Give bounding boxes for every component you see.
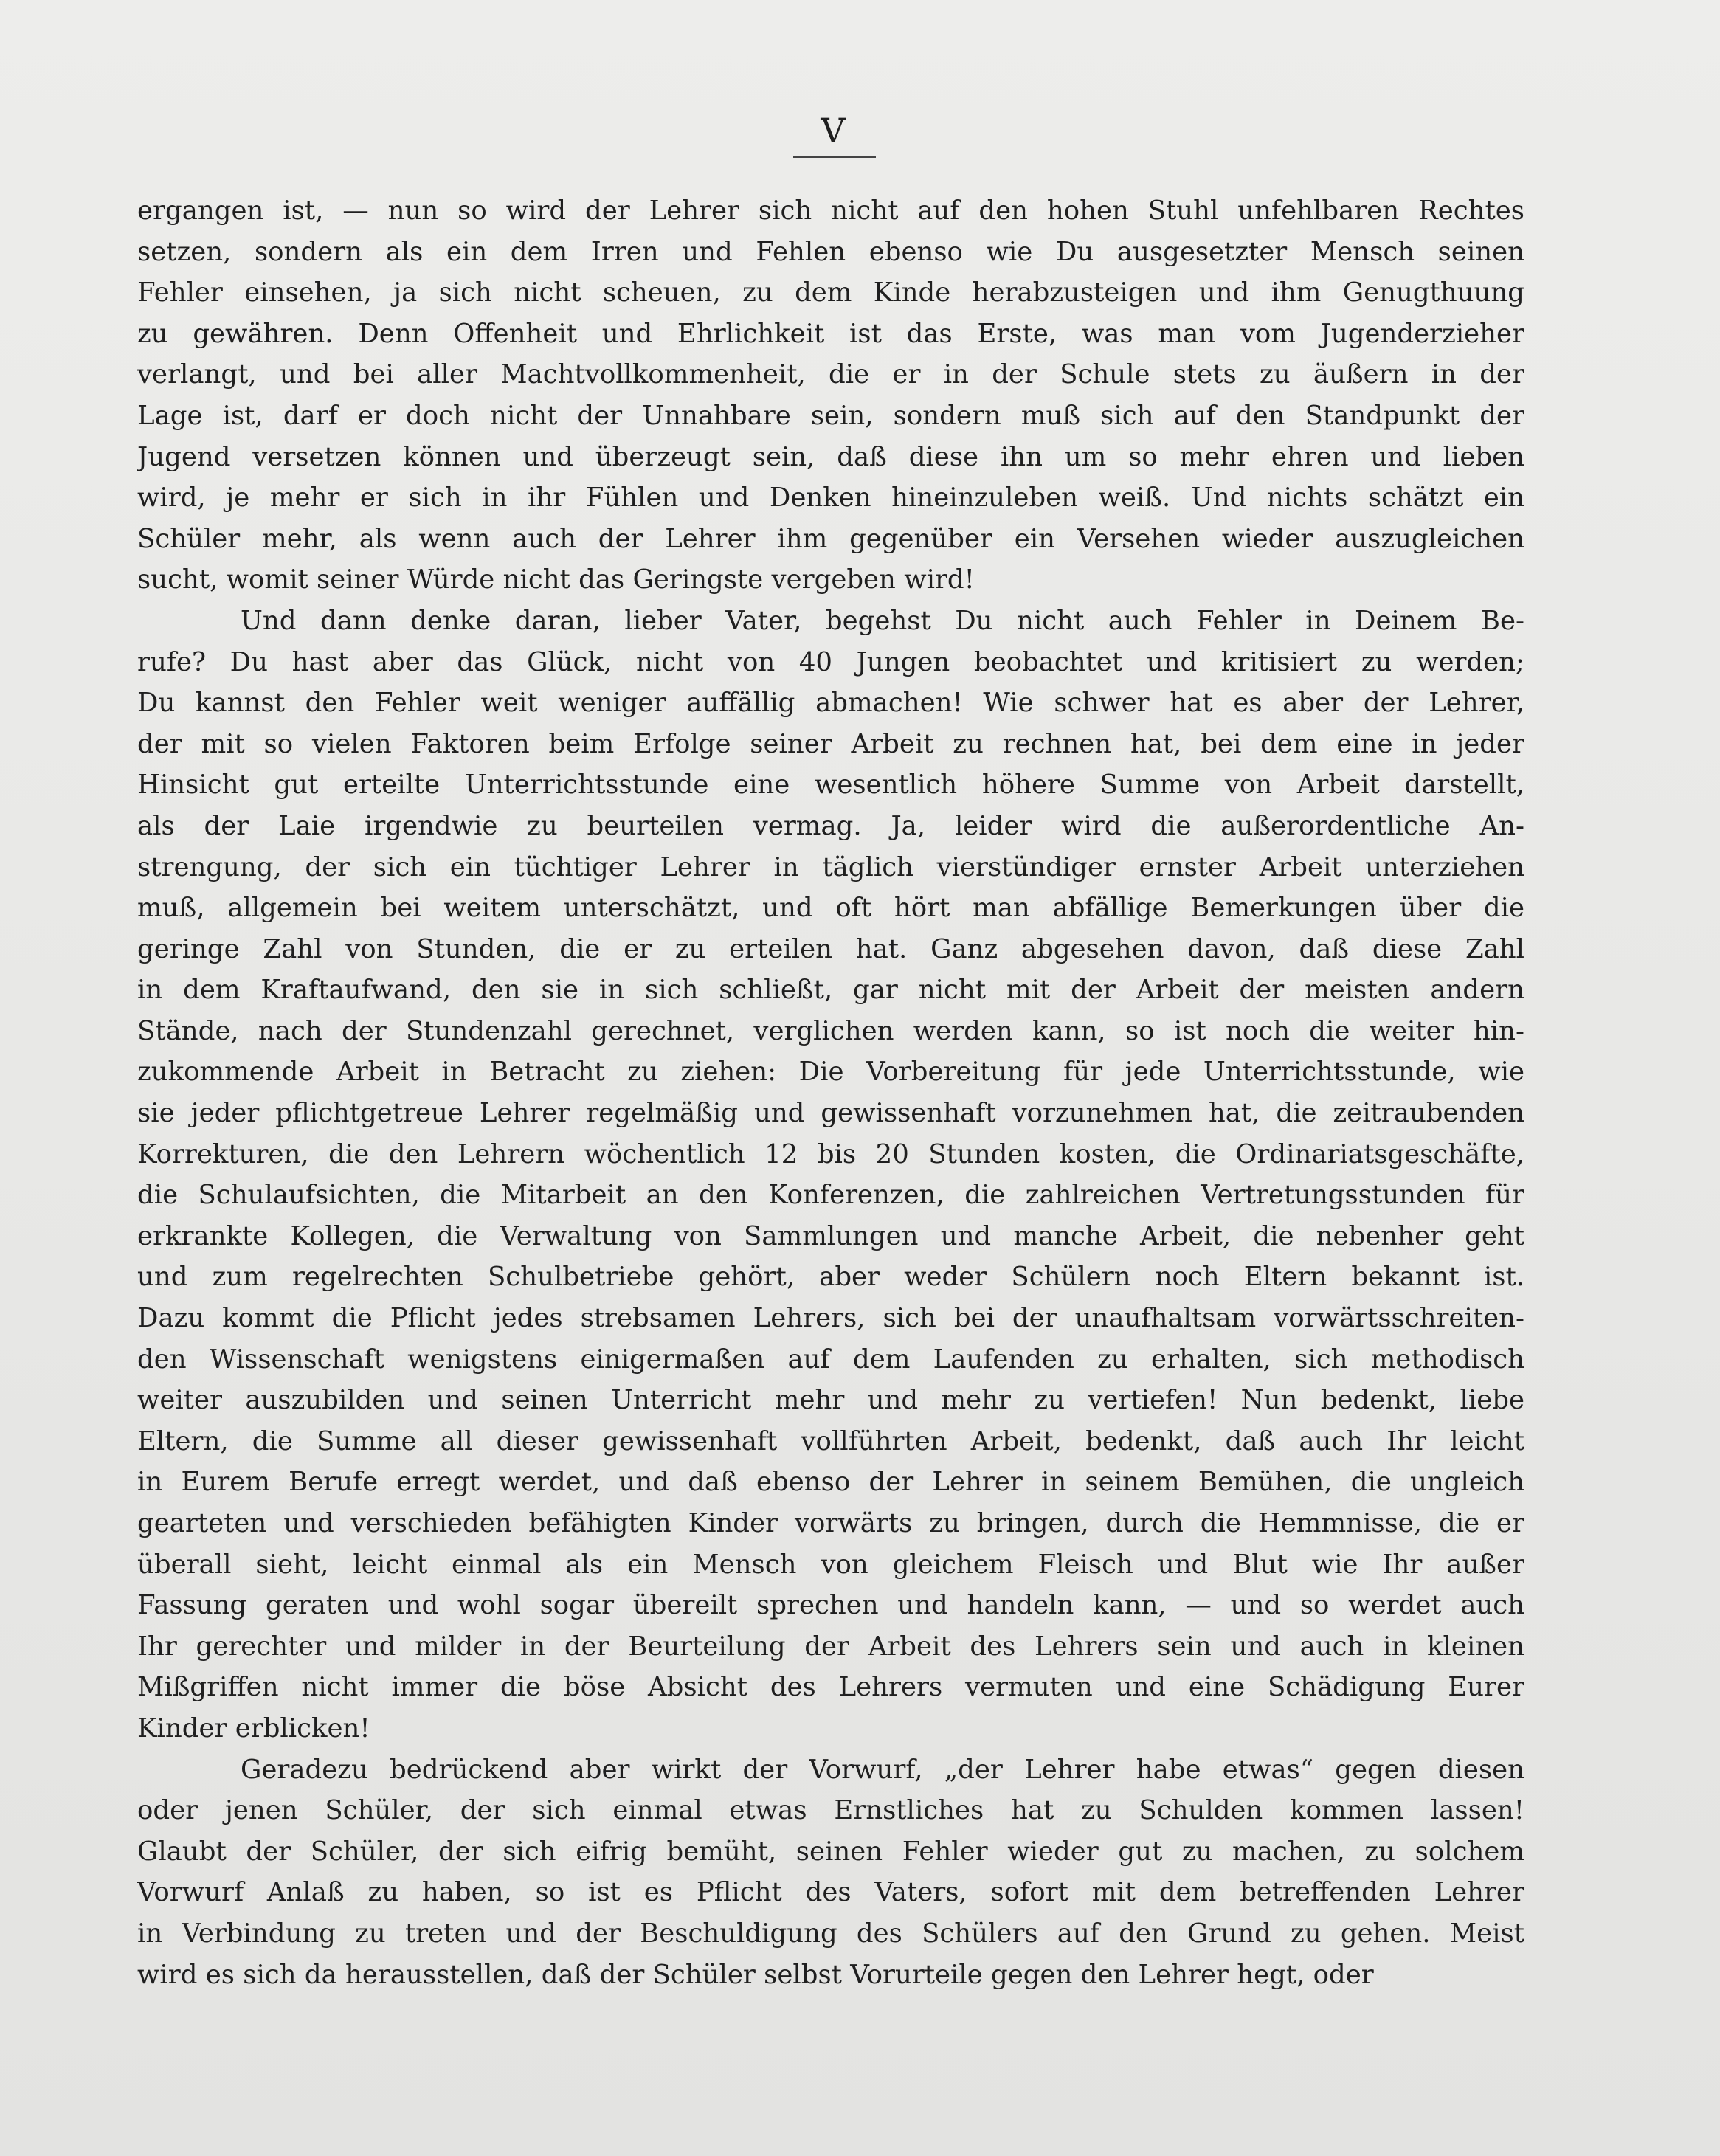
text-line: sie jeder pflichtgetreue Lehrer regelmäßig und gewissenhaft vorzunehmen hat, die zeitraubenden	[137, 1098, 1524, 1129]
text-line: und zum regelrechten Schulbetriebe gehört, aber weder Schülern noch Eltern bekannt ist.	[137, 1262, 1524, 1293]
text-line: Hinsicht gut erteilte Unterrichtsstunde eine wesentlich höhere Summe von Arbeit darstellt,	[137, 770, 1524, 801]
text-line: zukommende Arbeit in Betracht zu ziehen: Die Vorbereitung für jede Unterrichtsstunde, wie	[137, 1057, 1524, 1088]
text-line: Stände, nach der Stundenzahl gerechnet, verglichen werden kann, so ist noch die weiter hin-	[137, 1015, 1524, 1046]
paragraph	[137, 1749, 1524, 1996]
text-line: sucht, womit seiner Würde nicht das Geringste vergeben wird!	[137, 564, 975, 595]
text-line: die Schulaufsichten, die Mitarbeit an den Konferenzen, die zahlreichen Vertretungsstunden für	[137, 1180, 1524, 1211]
text-line: überall sieht, leicht einmal als ein Mensch von gleichem Fleisch und Blut wie Ihr außer	[137, 1549, 1524, 1580]
text-line: Fassung geraten und wohl sogar übereilt sprechen und handeln kann, — und so werdet auch	[137, 1590, 1524, 1621]
text-line: muß, allgemein bei weitem unterschätzt, und oft hört man abfällige Bemerkungen über die	[137, 893, 1524, 924]
text-line: Schüler mehr, als wenn auch der Lehrer ihm gegenüber ein Versehen wieder auszugleichen	[137, 523, 1524, 554]
text-line: Jugend versetzen können und überzeugt sein, daß diese ihn um so mehr ehren und lieben	[137, 441, 1524, 472]
text-line: in dem Kraftaufwand, den sie in sich schließt, gar nicht mit der Arbeit der meisten andern	[137, 975, 1524, 1006]
text-line: der mit so vielen Faktoren beim Erfolge seiner Arbeit zu rechnen hat, bei dem eine in jeder	[137, 728, 1524, 759]
text-line: Du kannst den Fehler weit weniger auffällig abmachen! Wie schwer hat es aber der Lehrer,	[137, 688, 1524, 719]
text-line: verlangt, und bei aller Machtvollkommenheit, die er in der Schule stets zu äußern in der	[137, 359, 1524, 390]
text-line: Eltern, die Summe all dieser gewissenhaft vollführten Arbeit, bedenkt, daß auch Ihr leicht	[137, 1426, 1524, 1457]
text-line: gearteten und verschieden befähigten Kinder vorwärts zu bringen, durch die Hemmnisse, die er	[137, 1508, 1524, 1538]
text-line: Glaubt der Schüler, der sich eifrig bemüht, seinen Fehler wieder gut zu machen, zu solchem	[137, 1836, 1524, 1867]
text-line: setzen, sondern als ein dem Irren und Fehlen ebenso wie Du ausgesetzter Mensch seinen	[137, 236, 1524, 267]
text-line: erkrankte Kollegen, die Verwaltung von Sammlungen und manche Arbeit, die nebenher geht	[137, 1220, 1524, 1251]
text-line: ergangen ist, — nun so wird der Lehrer sich nicht auf den hohen Stuhl unfehlbaren Rechtes	[137, 196, 1524, 226]
text-line: Korrekturen, die den Lehrern wöchentlich 12 bis 20 Stunden kosten, die Ordinariatsgeschäfte,	[137, 1139, 1524, 1169]
text-line: zu gewähren. Denn Offenheit und Ehrlichkeit ist das Erste, was man vom Jugenderzieher	[137, 318, 1524, 349]
text-line: Ihr gerechter und milder in der Beurteilung der Arbeit des Lehrers sein und auch in kleinen	[137, 1631, 1524, 1662]
body-text	[137, 190, 1524, 1995]
text-line: als der Laie irgendwie zu beurteilen vermag. Ja, leider wird die außerordentliche An-	[137, 810, 1524, 841]
text-line: in Verbindung zu treten und der Beschuldigung des Schülers auf den Grund zu gehen. Meist	[137, 1918, 1524, 1949]
text-line: Dazu kommt die Pflicht jedes strebsamen Lehrers, sich bei der unaufhaltsam vorwärtsschreiten-	[137, 1303, 1524, 1334]
text-line: den Wissenschaft wenigstens einigermaßen auf dem Laufenden zu erhalten, sich methodisch	[137, 1344, 1524, 1375]
text-line: oder jenen Schüler, der sich einmal etwas Ernstliches hat zu Schulden kommen lassen!	[137, 1795, 1524, 1826]
text-line: wird, je mehr er sich in ihr Fühlen und Denken hineinzuleben weiß. Und nichts schätzt ein	[137, 483, 1524, 514]
text-line: rufe? Du hast aber das Glück, nicht von 40 Jungen beobachtet und kritisiert zu werden;	[137, 646, 1524, 677]
paragraph	[137, 190, 1524, 601]
text-line: geringe Zahl von Stunden, die er zu erteilen hat. Ganz abgesehen davon, daß diese Zahl	[137, 933, 1524, 964]
text-line: Vorwurf Anlaß zu haben, so ist es Pflicht des Vaters, sofort mit dem betreffenden Lehrer	[137, 1877, 1524, 1908]
text-line: in Eurem Berufe erregt werdet, und daß ebenso der Lehrer in seinem Bemühen, die ungleich	[137, 1467, 1524, 1498]
text-line: Lage ist, darf er doch nicht der Unnahbare sein, sondern muß sich auf den Standpunkt der	[137, 400, 1524, 431]
text-line: Und dann denke daran, lieber Vater, begehst Du nicht auch Fehler in Deinem Be-	[241, 605, 1524, 636]
page-number-rule	[793, 156, 876, 158]
text-line: strengung, der sich ein tüchtiger Lehrer in täglich vierstündiger ernster Arbeit unterziehen	[137, 851, 1524, 882]
text-line: weiter auszubilden und seinen Unterricht mehr und mehr zu vertiefen! Nun bedenkt, liebe	[137, 1385, 1524, 1416]
text-line: Geradezu bedrückend aber wirkt der Vorwurf, „der Lehrer habe etwas“ gegen diesen	[241, 1754, 1524, 1785]
text-line: Mißgriffen nicht immer die böse Absicht des Lehrers vermuten und eine Schädigung Eurer	[137, 1672, 1524, 1703]
text-line: wird es sich da herausstellen, daß der Schüler selbst Vorurteile gegen den Lehrer hegt, oder	[137, 1959, 1374, 1990]
page-number: V	[821, 111, 847, 151]
text-line: Kinder erblicken!	[137, 1713, 370, 1744]
text-line: Fehler einsehen, ja sich nicht scheuen, zu dem Kinde herabzusteigen und ihm Genugthuung	[137, 277, 1524, 308]
paragraph	[137, 601, 1524, 1749]
